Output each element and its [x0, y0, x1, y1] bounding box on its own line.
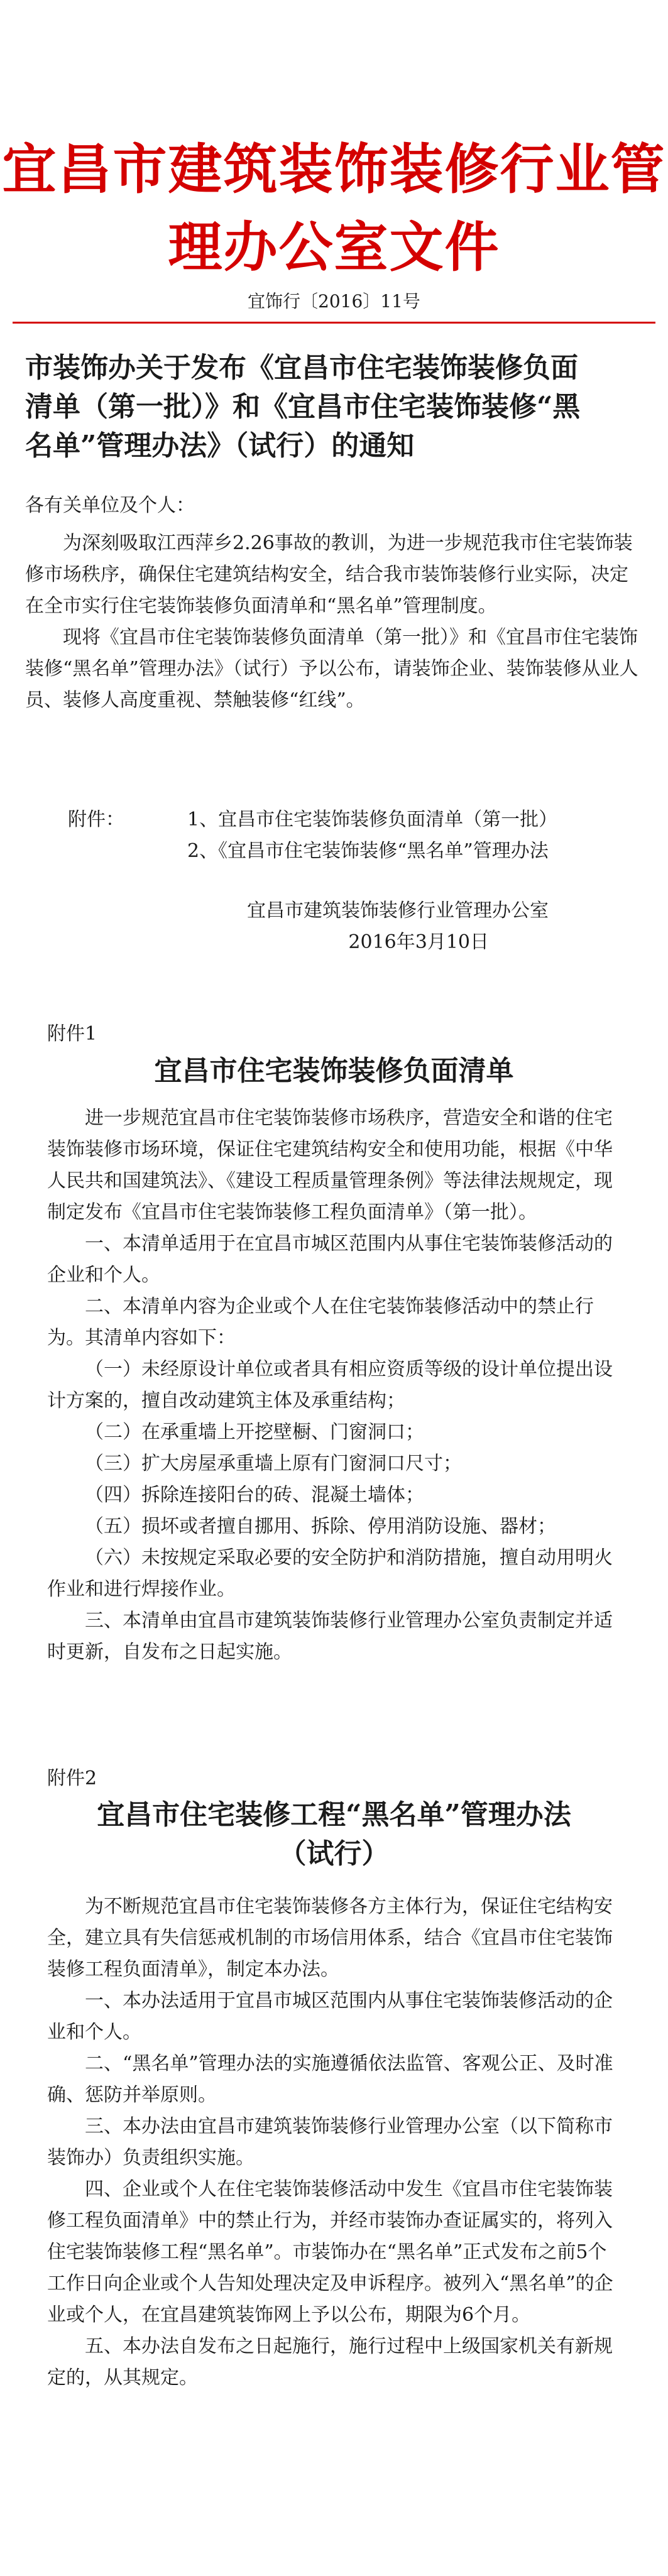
attachment1-paragraph: （一）未经原设计单位或者具有相应资质等级的设计单位提出设计方案的，擅自改动建筑主体及承重结构；: [47, 1358, 613, 1412]
notice-title-line: 市装饰办关于发布《宜昌市住宅装饰装修负面: [25, 352, 578, 384]
attachment2-title-line: 宜昌市住宅装修工程“黑名单”管理办法: [97, 1799, 571, 1831]
attachment1-paragraph: （二）在承重墙上开挖壁橱、门窗洞口；: [85, 1421, 424, 1443]
notice-title: [25, 349, 643, 466]
attachment1-label: 附件1: [47, 1023, 97, 1045]
notice-body: [25, 528, 643, 716]
notice-paragraph: 为深刻吸取江西萍乡2.26事故的教训，为进一步规范我市住宅装饰装修市场秩序，确保住宅建筑结构安全，结合我市装饰装修行业实际，决定在全市实行住宅装饰装修负面清单和“黑名单”管理制度。: [25, 532, 633, 617]
attachment2-label: 附件2: [47, 1767, 97, 1789]
document-header-title: 宜昌市建筑装饰装修行业管理办公室文件: [2, 138, 666, 279]
attachment2-title-line: （试行）: [278, 1838, 390, 1870]
attachment1-paragraph: （五）损坏或者擅自挪用、拆除、停用消防设施、器材；: [85, 1515, 556, 1537]
attachment1-paragraph: 进一步规范宜昌市住宅装饰装修市场秩序，营造安全和谐的住宅装饰装修市场环境，保证住宅建筑结构安全和使用功能，根据《中华人民共和国建筑法》、《建设工程质量管理条例》等法律法规规定，现制定发布《宜昌市住宅装饰装修工程负面清单》（第一批）。: [47, 1107, 613, 1223]
attachment1-title: 宜昌市住宅装饰装修负面清单: [154, 1055, 514, 1087]
attachment-item: 2、《宜昌市住宅装饰装修“黑名单”管理办法: [187, 840, 549, 862]
attachment2-body: [47, 1891, 621, 2394]
attachments-label: 附件：: [68, 809, 124, 831]
notice-title-line: 名单”管理办法》（试行）的通知: [25, 430, 415, 462]
attachment-row: [25, 836, 643, 867]
attachment-item: 1、宜昌市住宅装饰装修负面清单（第一批）: [187, 809, 558, 831]
salutation: 各有关单位及个人：: [25, 494, 195, 516]
attachments-list: [25, 804, 643, 867]
document-number: 宜饰行〔2016〕11号: [248, 291, 420, 312]
attachment1-paragraph: （三）扩大房屋承重墙上原有门窗洞口尺寸；: [85, 1453, 462, 1475]
signature-date: 2016年3月10日: [348, 931, 489, 953]
attachment2-paragraph: 二、“黑名单”管理办法的实施遵循依法监管、客观公正、及时准确、惩防并举原则。: [47, 2053, 613, 2106]
attachment-row: [25, 804, 643, 836]
attachment2-paragraph: 一、本办法适用于宜昌市城区范围内从事住宅装饰装修活动的企业和个人。: [47, 1990, 613, 2043]
signature-organization: 宜昌市建筑装饰装修行业管理办公室: [247, 900, 549, 922]
attachment1-paragraph: （四）拆除连接阳台的砖、混凝土墙体；: [85, 1484, 424, 1506]
signature-block: [0, 895, 668, 958]
attachment2-paragraph: 五、本办法自发布之日起施行，施行过程中上级国家机关有新规定的，从其规定。: [47, 2335, 613, 2389]
attachment1-paragraph: 二、本清单内容为企业或个人在住宅装饰装修活动中的禁止行为。其清单内容如下：: [47, 1296, 594, 1349]
attachment2-title: [0, 1796, 668, 1874]
attachment2-paragraph: 四、企业或个人在住宅装饰装修活动中发生《宜昌市住宅装饰装修工程负面清单》中的禁止行为，并经市装饰办查证属实的，将列入住宅装饰装修工程“黑名单”。市装饰办在“黑名单”正式发布之前5个工作日向企业或个人告知处理决定及申诉程序。被列入“黑名单”的企业或个人，在宜昌建筑装饰网上予以公布，期限为6个月。: [47, 2178, 613, 2326]
attachment2-paragraph: 为不断规范宜昌市住宅装饰装修各方主体行为，保证住宅结构安全，建立具有失信惩戒机制的市场信用体系，结合《宜昌市住宅装饰装修工程负面清单》，制定本办法。: [47, 1896, 613, 1980]
attachment1-paragraph: 一、本清单适用于在宜昌市城区范围内从事住宅装饰装修活动的企业和个人。: [47, 1233, 613, 1286]
attachment2-paragraph: 三、本办法由宜昌市建筑装饰装修行业管理办公室（以下简称市装饰办）负责组织实施。: [47, 2115, 613, 2169]
attachment1-body: [47, 1103, 621, 1668]
notice-title-line: 清单（第一批）》和《宜昌市住宅装饰装修“黑: [25, 391, 581, 423]
attachment1-paragraph: （六）未按规定采取必要的安全防护和消防措施，擅自动用明火作业和进行焊接作业。: [47, 1547, 613, 1600]
red-divider-line: [13, 322, 655, 324]
attachment1-paragraph: 三、本清单由宜昌市建筑装饰装修行业管理办公室负责制定并适时更新，自发布之日起实施。: [47, 1610, 613, 1663]
notice-paragraph: 现将《宜昌市住宅装饰装修负面清单（第一批）》和《宜昌市住宅装饰装修“黑名单”管理办法》（试行）予以公布，请装饰企业、装饰装修从业人员、装修人高度重视、禁触装修“红线”。: [25, 626, 638, 711]
